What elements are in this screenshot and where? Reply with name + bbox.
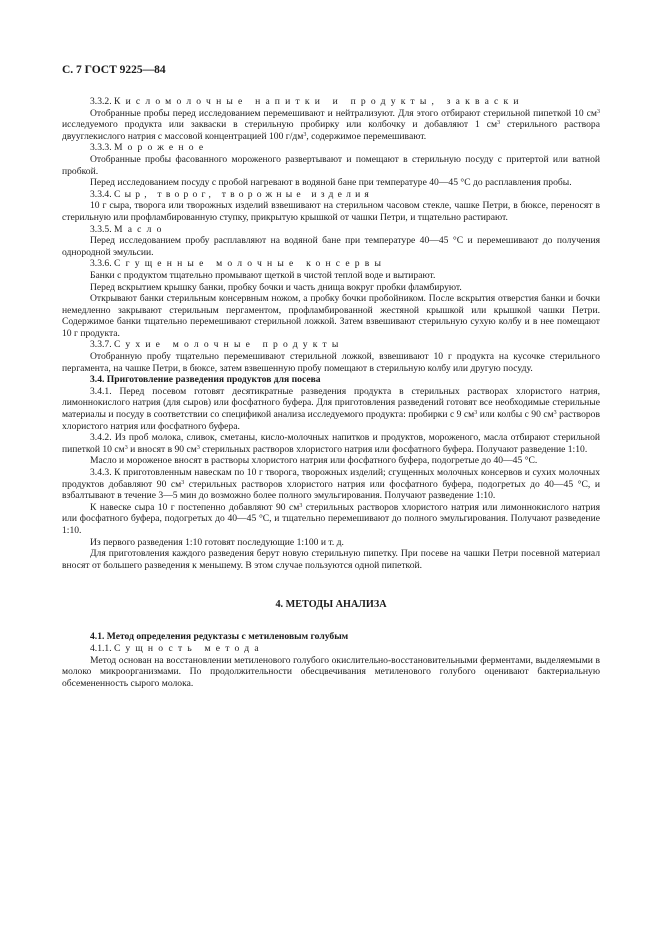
paragraph: Для приготовления каждого разведения берут новую стерильную пипетку. При посеве на чашки Петри посевной материал вносят от большего разведения к меньшему. В этом случае пользуются одной пипеткой.: [62, 548, 600, 571]
subsection-3-3-6-heading: [62, 258, 600, 270]
subsection-3-3-5-heading: [62, 224, 600, 236]
paragraph: 3.4.3. К приготовленным навескам по 10 г творога, творожных изделий; сгущенных молочных консервов и сухих молочных продуктов добавляют 90 $см^3$ стерильных растворов хлористого натрия или фосфатного буфера, подогретых до 40—45 °С, и взбалтывают в течение 3—5 мин до возможно более полного эмульгирования. Получают разведение 1:10.: [62, 467, 600, 502]
title: Сущность метода: [113, 642, 264, 654]
paragraph: Отобранные пробы перед исследованием перемешивают и нейтрализуют. Для этого отбирают стерильной пипеткой 10 $см^3$ исследуемого продукта или закваски в стерильную пробирку или колбочку и добавляют 1 $см^3$ стерильного раствора двууглекислого натрия с массовой концентрацией 100 $г/дм^3$, содержимое перемешивают.: [62, 107, 600, 142]
superscript: 3: [303, 131, 307, 138]
paragraph: 3.4.1. Перед посевом готовят десятикратные разведения продукта в стерильных растворах хлористого натрия, лимоннокислого натрия (для сыров) или фосфатного буфера. Для приготовления разведений готовят все необходимые стерильные материалы и посуду в соответствии со спецификой анализа исследуемого продукта: пробирки с 9 $см^3$ или колбы с 90 $см^3$ растворов хлористого натрия или фосфатного буфера.: [62, 385, 601, 432]
section-3-4-heading: 3.4. Приготовление разведения продуктов для посева: [90, 374, 321, 386]
superscript: 3: [597, 108, 600, 115]
number: 3.3.6.: [90, 258, 114, 270]
title: Кисломолочные напитки и продукты, закваски: [113, 96, 524, 107]
title: Масло: [113, 223, 167, 235]
paragraph: Перед исследованием пробу расплавляют на водяной бане при температуре 40—45 °С и перемешивают до получения однородной эмульсии.: [62, 235, 600, 258]
superscript: 3: [124, 444, 128, 451]
paragraph: К навеске сыра 10 г постепенно добавляют 90 $см^3$ стерильных растворов хлористого натрия или лимоннокислого натрия или фосфатного буфера, подогретых до 40—45 °С, и тщательно перемешивают до полного эмульгирования. Получают разведение 1:10.: [62, 501, 601, 536]
paragraph: 3.4.2. Из проб молока, сливок, сметаны, кисло-молочных напитков и продуктов, мороженого, масла отбирают стерильной пипеткой 10 $см^3$ и вносят в 90 $см^3$ стерильных растворов хлористого натрия или фосфатного буфера. Получают разведение 1:10.: [62, 432, 600, 455]
paragraph: Метод основан на восстановлении метиленового голубого окислительно-восстановительными ферментами, выделяемыми в молоко микроорганизмами. По продолжительности обесцвечивания метиленового голубого оценивают бактериальную обсемененность сырого молока.: [62, 654, 600, 689]
section-4-title: 4. МЕТОДЫ АНАЛИЗА: [275, 599, 387, 611]
paragraph: Отобранную пробу тщательно перемешивают стерильной ложкой, взвешивают 10 г продукта на кусочке стерильного пергамента, на чашке Петри, в бюксе, затем взвешенную пробу помещают в стерильную колбу или другую посуду.: [62, 351, 600, 374]
paragraph: Банки с продуктом тщательно промывают щеткой в чистой теплой воде и вытирают.: [90, 269, 436, 281]
document-page: [62, 62, 600, 689]
number: 3.3.3.: [90, 142, 114, 154]
paragraph: 10 г сыра, творога или творожных изделий взвешивают на стерильном часовом стекле, чашке Петри, в бюксе, переносят в стерильную или профламбированную ступку, прикрытую крышкой от чашки Петри, и тщательно растирают.: [62, 200, 600, 223]
paragraph: Перед вскрытием крышку банки, пробку бочки и часть днища вокруг пробки фламбируют.: [90, 281, 462, 293]
paragraph: Открывают банки стерильным консервным ножом, а пробку бочки пробойником. После вскрытия отверстия банки и бочки немедленно закрывают стерильным пергаментом, профламбированной жестяной крышкой или крышкой чашки Петри. Содержимое банки тщательно перемешивают стерильной ложкой. Затем взвешивают стерильную сухую колбу и в нее помещают 10 г продукта.: [62, 293, 600, 339]
page-header: С. 7 ГОСТ 9225—84: [62, 64, 166, 76]
paragraph: Отобранные пробы фасованного мороженого развертывают и помещают в стерильную посуду с притертой или ватной пробкой.: [62, 153, 600, 177]
number: 3.3.7.: [90, 339, 114, 351]
superscript: 3: [299, 502, 303, 509]
superscript: 3: [497, 120, 501, 127]
subsection-3-3-2-heading: [62, 96, 600, 108]
number: 3.3.5.: [90, 223, 114, 235]
superscript: 3: [553, 410, 557, 417]
number: 3.3.4.: [90, 188, 114, 200]
superscript: 3: [196, 444, 200, 451]
subsection-4-1-1-heading: [62, 643, 600, 655]
paragraph: Перед исследованием посуду с пробой нагревают в водяной бане при температуре 40—45 °С до расплавления пробы.: [90, 177, 572, 189]
title: Сгущенные молочные консервы: [113, 258, 387, 270]
superscript: 3: [181, 479, 185, 486]
paragraph: Масло и мороженое вносят в растворы хлористого натрия или фосфатного буфера, подогретые до 40—45 °С.: [90, 455, 538, 467]
section-4-1-heading: 4.1. Метод определения редуктазы с метиленовым голубым: [90, 631, 349, 643]
subsection-3-3-7-heading: [62, 339, 600, 351]
subsection-3-3-4-heading: [62, 189, 600, 201]
title: Сыр, творог, творожные изделия: [113, 188, 374, 200]
number: 4.1.1.: [90, 642, 114, 654]
number: 3.3.2.: [90, 96, 114, 107]
paragraph: Из первого разведения 1:10 готовят последующие 1:100 и т. д.: [90, 536, 344, 548]
superscript: 3: [474, 410, 478, 417]
subsection-3-3-3-heading: [62, 142, 600, 154]
title: Сухие молочные продукты: [113, 339, 344, 351]
title: Мороженое: [113, 142, 209, 154]
